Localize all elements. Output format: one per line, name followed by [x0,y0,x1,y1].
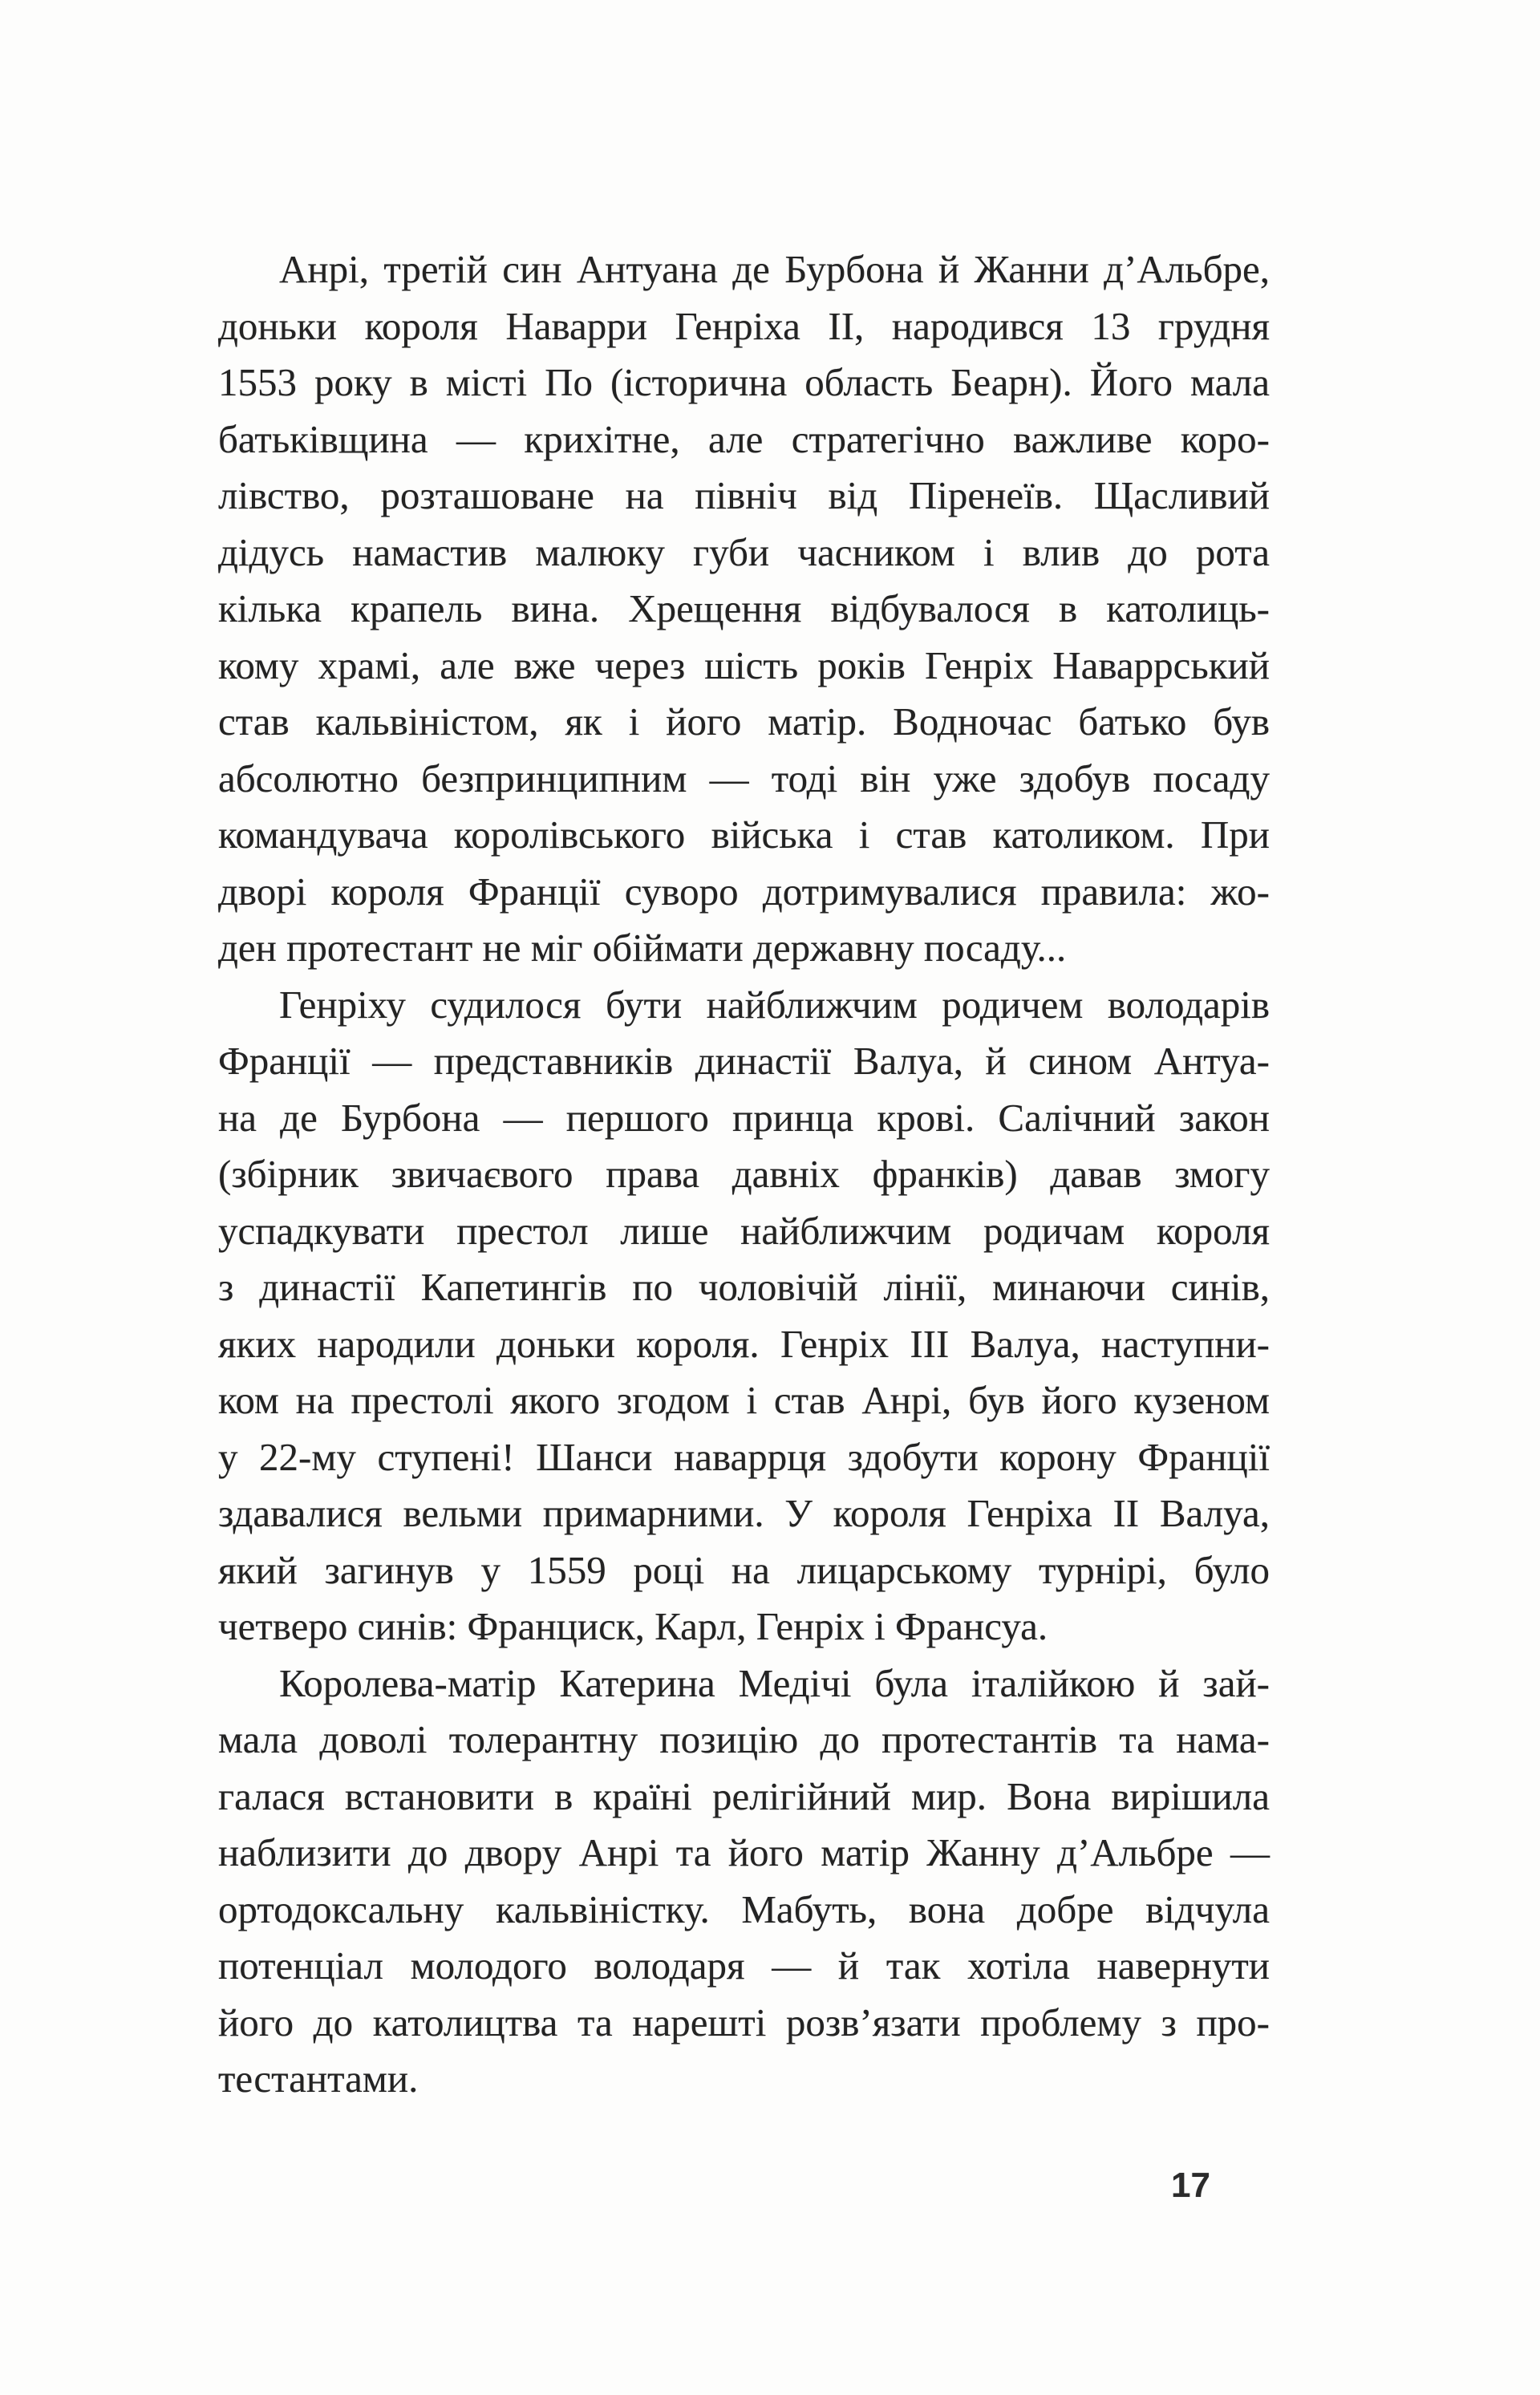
text-line: став кальвіністом, як і його матір. Водночас батько був [218,699,1270,744]
text-line: успадкувати престол лише найближчим родичам короля [218,1208,1270,1253]
text-line: доньки короля Наварри Генріха II, народився 13 грудня [218,303,1270,348]
text-line: здавалися вельми примарними. У короля Генріха II Валуа, [218,1491,1270,1535]
text-line: ден протестант не міг обіймати державну посаду... [218,926,1067,970]
text-line: командувача королівського війська і став католиком. При [218,813,1270,857]
text-line: у 22-му ступені! Шанси наваррця здобути корону Франції [218,1434,1270,1479]
text-line: галася встановити в країні релігійний мир. Вона вирішила [218,1773,1270,1818]
text-line: ком на престолі якого згодом і став Анрі, був його кузеном [218,1378,1270,1422]
text-line: мала доволі толерантну позицію до протестантів та нама- [218,1717,1270,1761]
body-text [218,241,1270,2108]
text-line: ортодоксальну кальвіністку. Мабуть, вона добре відчула [218,1886,1270,1931]
text-line: Анрі, третій син Антуана де Бурбона й Жанни д’Альбре, [279,247,1270,291]
text-line: потенціал молодого володаря — й так хотіла навернути [218,1943,1270,1988]
text-line: Генріху судилося бути найближчим родичем володарів [279,982,1270,1027]
paragraph [218,1655,1270,2108]
text-line: яких народили доньки короля. Генріх III Валуа, наступни- [218,1321,1270,1366]
text-line: (збірник звичаєвого права давніх франків) давав змогу [218,1152,1270,1196]
text-line: з династії Капетингів по чоловічій лінії, минаючи синів, [218,1265,1270,1309]
page-number: 17 [1171,2166,1210,2205]
text-line: четверо синів: Франциск, Карл, Генріх і Франсуа. [218,1604,1048,1648]
text-line: лівство, розташоване на північ від Піренеїв. Щасливий [218,473,1270,517]
text-line: дідусь намастив малюку губи часником і влив до рота [218,529,1270,574]
text-line: його до католицтва та нарешті розв’язати проблему з про- [218,2000,1270,2044]
text-line: тестантами. [218,2057,419,2101]
text-line: 1553 року в місті По (історична область Беарн). Його мала [218,360,1270,404]
text-line: дворі короля Франції суворо дотримувалися правила: жо- [218,869,1270,914]
text-line: кілька крапель вина. Хрещення відбувалося в католиць- [218,586,1270,630]
text-line: який загинув у 1559 році на лицарському турнірі, було [218,1547,1270,1592]
paragraph [218,977,1270,1655]
text-line: на де Бурбона — першого принца крові. Салічний закон [218,1095,1270,1140]
text-line: Франції — представників династії Валуа, й сином Антуа- [218,1039,1270,1083]
text-line: батьківщина — крихітне, але стратегічно важливе коро- [218,416,1270,461]
text-line: абсолютно безпринципним — тоді він уже здобув посаду [218,756,1270,800]
text-line: кому храмі, але вже через шість років Генріх Наваррський [218,642,1270,687]
text-line: наблизити до двору Анрі та його матір Жанну д’Альбре — [218,1830,1270,1874]
text-line: Королева-матір Катерина Медічі була італійкою й зай- [279,1660,1270,1705]
paragraph [218,241,1270,977]
